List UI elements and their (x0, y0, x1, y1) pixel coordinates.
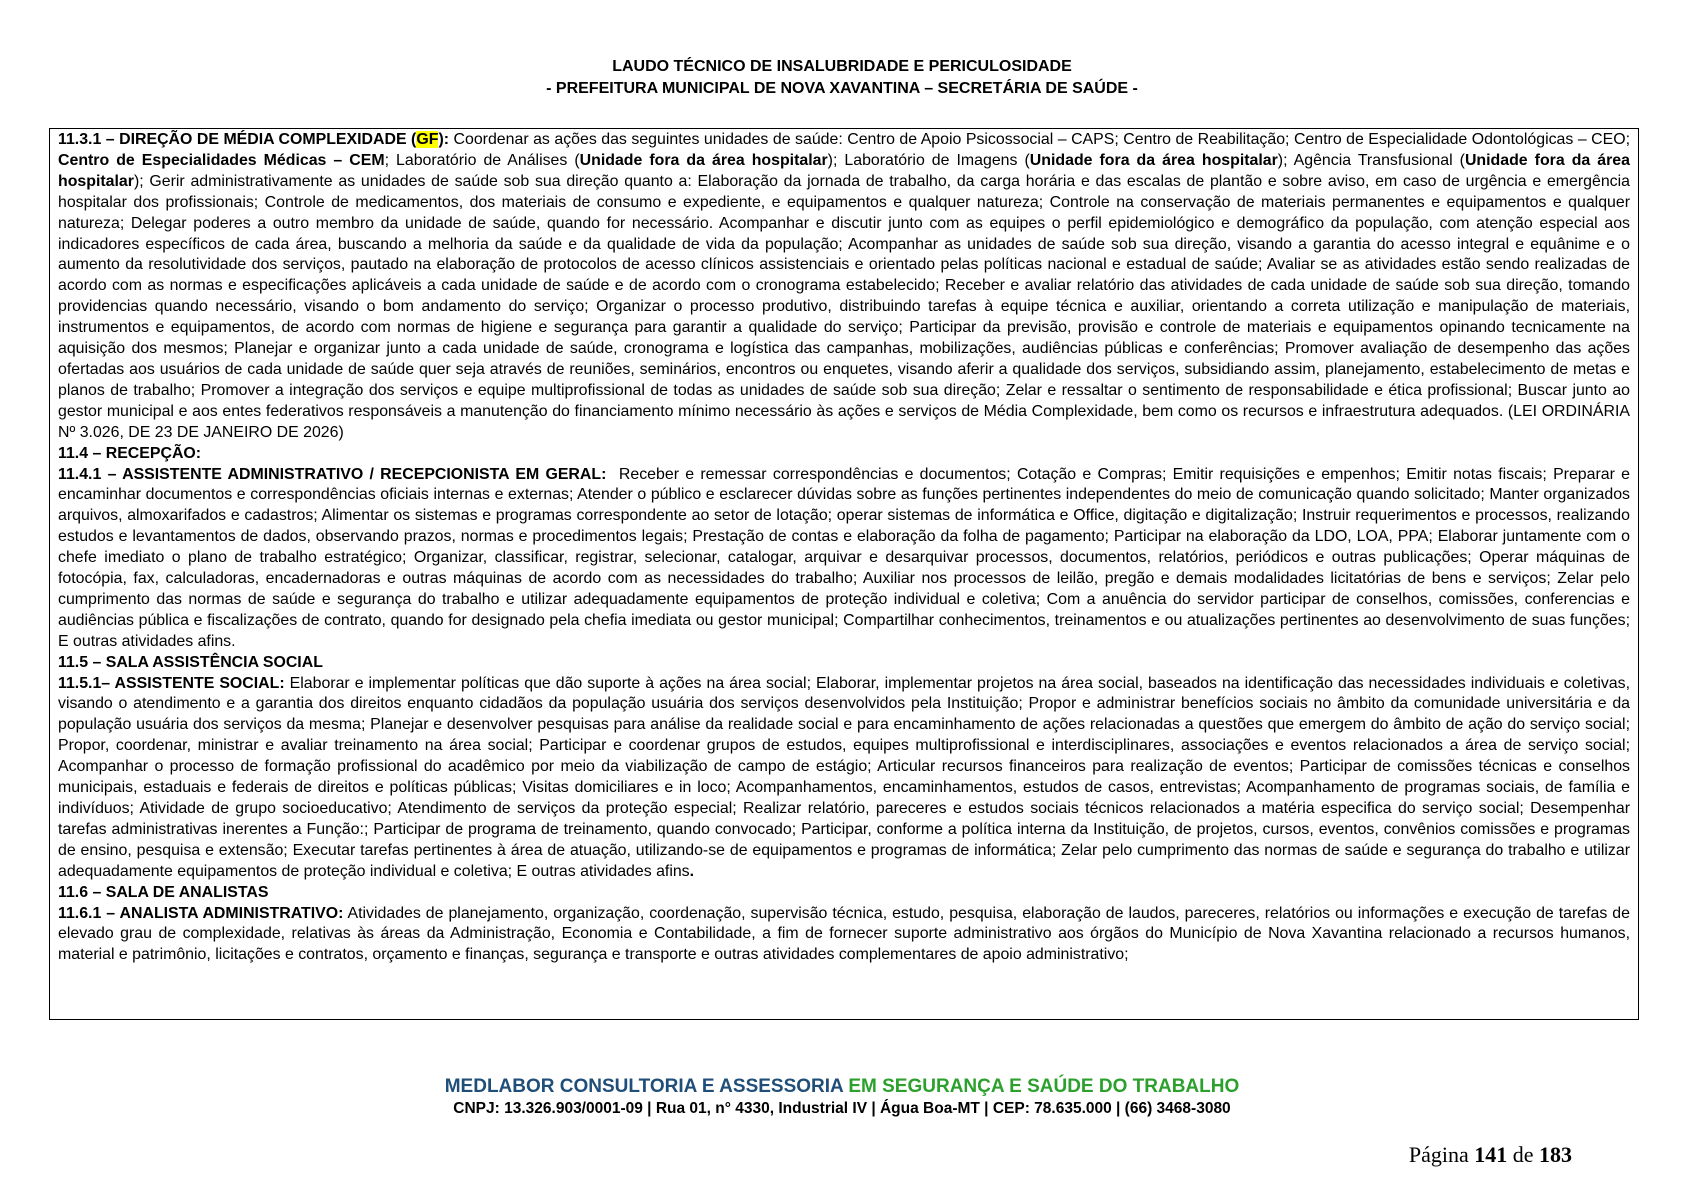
section-11-3-1: 11.3.1 – DIREÇÃO DE MÉDIA COMPLEXIDADE (GF): Coordenar as ações das seguintes unidades de saúde: Centro de Apoio Psicossocial – CAPS; Centro de Reabilitação; Centro de Especialidade Odontológicas – CEO; Centro de Especialidades Médicas – CEM; Laboratório de Análises (Unidade fora da área hospitalar); Laboratório de Imagens (Unidade fora da área hospitalar); Agência Transfusional (Unidade fora da área hospitalar); Gerir administrativamente as unidades de saúde sob sua direção quanto a: Elaboração da jornada de trabalho, da carga horária e das escalas de plantão e sobre aviso, em caso de urgência e emergência hospitalar dos profissionais; Controle de medicamentos, dos materiais de consumo e expediente, e equipamentos e qualquer natureza; Controle na conservação de materiais permanentes e equipamentos e qualquer natureza; Delegar poderes a outro membro da unidade de saúde, quando for necessário. Acompanhar e discutir junto com as equipes o perfil epidemiológico e demográfico da população, com atenção especial aos indicadores específicos de cada área, buscando a melhoria da saúde e da qualidade de vida da população; Acompanhar as unidades de saúde sob sua direção, visando a garantia do acesso integral e equânime e o aumento da resolutividade dos serviços, pautado na elaboração de protocolos de acesso clínicos assistenciais e orientado pelas políticas nacional e estadual de saúde; Avaliar se as atividades estão sendo realizadas de acordo com as normas e especificações aplicáveis a cada unidade de saúde e de acordo com o cronograma estabelecido; Receber e avaliar relatório das atividades de cada unidade de saúde sob sua direção, tomando providencias quando necessário, visando o bom andamento do serviço; Organizar o processo produtivo, distribuindo tarefas à equipe técnica e auxiliar, orientando a correta utilização e manipulação de materiais, instrumentos e equipamentos, de acordo com normas de higiene e segurança para garantir a qualidade do serviço; Participar da previsão, provisão e controle de materiais e equipamentos opinando tecnicamente na aquisição dos mesmos; Planejar e organizar junto a cada unidade de saúde, cronograma e logística das campanhas, mobilizações, audiências públicas e conferências; Promover avaliação de desempenho das ações ofertadas aos usuários de cada unidade de saúde quer seja através de reuniões, seminários, encontros ou enquetes, visando aferir a qualidade dos serviços, subsidiando assim, planejamento, estabelecimento de metas e planos de trabalho; Promover a integração dos serviços e equipe multiprofissional de todas as unidades de saúde sob sua direção; Zelar e ressaltar o sentimento de responsabilidade e ética profissional; Buscar junto ao gestor municipal e aos entes federativos responsáveis a manutenção do financiamento mínimo necessário às ações e serviços de Média Complexidade, bem como os recursos e infraestrutura adequados. (LEI ORDINÁRIA Nº 3.026, DE 23 DE JANEIRO DE 2026) (58, 131, 1630, 441)
section-title: 11.3.1 – DIREÇÃO DE MÉDIA COMPLEXIDADE (GF): (58, 131, 450, 148)
section-title: 11.6.1 – ANALISTA ADMINISTRATIVO: (58, 904, 344, 922)
company-name: MEDLABOR CONSULTORIA E ASSESSORIA (444, 1076, 844, 1097)
header-title: LAUDO TÉCNICO DE INSALUBRIDADE E PERICULOSIDADE (612, 58, 1072, 75)
header-subtitle: - PREFEITURA MUNICIPAL DE NOVA XAVANTINA – SECRETÁRIA DE SAÚDE - (546, 80, 1138, 97)
section-11-6-heading: 11.6 – SALA DE ANALISTAS (58, 883, 269, 901)
section-title: 11.5.1– ASSISTENTE SOCIAL: (58, 674, 285, 692)
section-11-5-1: 11.5.1– ASSISTENTE SOCIAL: Elaborar e implementar políticas que dão suporte à ações na área social; Elaborar, implementar projetos na área social, baseados na identificação das necessidades individuais e coletivas, visando o atendimento e a garantia dos direitos enquanto cidadãos da população usuária dos serviços desenvolvidos pela Instituição; Propor e administrar benefícios sociais no âmbito da comunidade universitária e da população usuária dos serviços da mesma; Planejar e desenvolver pesquisas para análise da realidade social e para encaminhamento de ações relacionadas a questões que emergem do âmbito de ação do serviço social; Propor, coordenar, ministrar e avaliar treinamento na área social; Participar e coordenar grupos de estudos, equipes multiprofissional e interdisciplinares, associações e eventos relacionados a área de serviço social; Acompanhar o processo de formação profissional do acadêmico por meio da viabilização de campo de estágio; Articular recursos financeiros para realização de eventos; Participar de comissões técnicas e conselhos municipais, estaduais e federais de direitos e políticas públicas; Visitas domiciliares e in loco; Acompanhamentos, encaminhamentos, estudos de casos, entrevistas; Acompanhamento de programas sociais, de família e indivíduos; Atividade de grupo socioeducativo; Atendimento de serviços da proteção especial; Realizar relatório, pareceres e estudos sociais técnicos relacionados a matéria especifica do serviço social; Desempenhar tarefas administrativas inerentes a Função:; Participar de programa de treinamento, quando convocado; Participar, conforme a política interna da Instituição, de projetos, cursos, eventos, convênios comissões e programas de ensino, pesquisa e extensão; Executar tarefas pertinentes à área de atuação, utilizando-se de equipamentos e programas de informática; Zelar pelo cumprimento das normas de saúde e segurança do trabalho e utilizar adequadamente equipamentos de proteção individual e coletiva; E outras atividades afins. (58, 674, 1630, 880)
content-box (49, 128, 1639, 1020)
section-11-4-1: 11.4.1 – ASSISTENTE ADMINISTRATIVO / RECEPCIONISTA EM GERAL: Receber e remessar correspondências e documentos; Cotação e Compras; Emitir requisições e empenhos; Emitir notas fiscais; Preparar e encaminhar documentos e correspondências oficiais internas e externas; Atender o público e esclarecer dúvidas sobre as funções pertinentes independentes do meio de comunicação quando solicitado; Manter organizados arquivos, almoxarifados e cadastros; Alimentar os sistemas e programas correspondente ao setor de lotação; operar sistemas de informática e Office, digitação e digitalização; Instruir requerimentos e processos, realizando estudos e levantamentos de dados, observando prazos, normas e procedimentos legais; Prestação de contas e elaboração da folha de pagamento; Participar na elaboração da LDO, LOA, PPA; Elaborar juntamente com o chefe imediato o plano de trabalho estratégico; Organizar, classificar, registrar, selecionar, catalogar, arquivar e desarquivar processos, documentos, relatórios, periódicos e outras publicações; Operar máquinas de fotocópia, fax, calculadoras, encadernadoras e outras máquinas de acordo com as necessidades do trabalho; Auxiliar nos processos de leilão, pregão e demais modalidades licitatórias de bens e serviços; Zelar pelo cumprimento das normas de saúde e segurança do trabalho e utilizar adequadamente equipamentos de proteção individual e coletiva; Com a anuência do servidor participar de conselhos, comissões, conferencias e audiências pública e fiscalizações de contrato, quando for designado pela chefia imediata ou gestor municipal; Compartilhar conhecimentos, treinamentos e ou atualizações pertinentes ao desenvolvimento de suas funções; E outras atividades afins. (58, 465, 1635, 650)
company-tagline: EM SEGURANÇA E SAÚDE DO TRABALHO (848, 1076, 1240, 1097)
section-title: 11.4.1 – ASSISTENTE ADMINISTRATIVO / RECEPCIONISTA EM GERAL: (58, 465, 607, 483)
document-header (0, 56, 1684, 100)
section-11-4-heading: 11.4 – RECEPÇÃO: (58, 444, 202, 462)
footer-company (0, 1076, 1684, 1098)
footer-contact: CNPJ: 13.326.903/0001-09 | Rua 01, n° 4330, Industrial IV | Água Boa-MT | CEP: 78.635.000 | (66) 3468-3080 (453, 1100, 1231, 1117)
section-11-6-1: 11.6.1 – ANALISTA ADMINISTRATIVO: Atividades de planejamento, organização, coordenação, supervisão técnica, estudo, pesquisa, elaboração de laudos, pareceres, relatórios ou informações e execução de tarefas de elevado grau de complexidade, relativas às áreas da Administração, Economia e Contabilidade, a fim de fornecer suporte administrativo aos órgãos do Município de Nova Xavantina relacionado a recursos humanos, material e patrimônio, licitações e contratos, orçamento e finanças, segurança e transporte e outras atividades complementares de apoio administrativo; (58, 904, 1630, 964)
highlighted-code: GF (416, 131, 439, 148)
section-11-5-heading: 11.5 – SALA ASSISTÊNCIA SOCIAL (58, 653, 323, 671)
page-number: Página 141 de 183 (1408, 1142, 1572, 1167)
